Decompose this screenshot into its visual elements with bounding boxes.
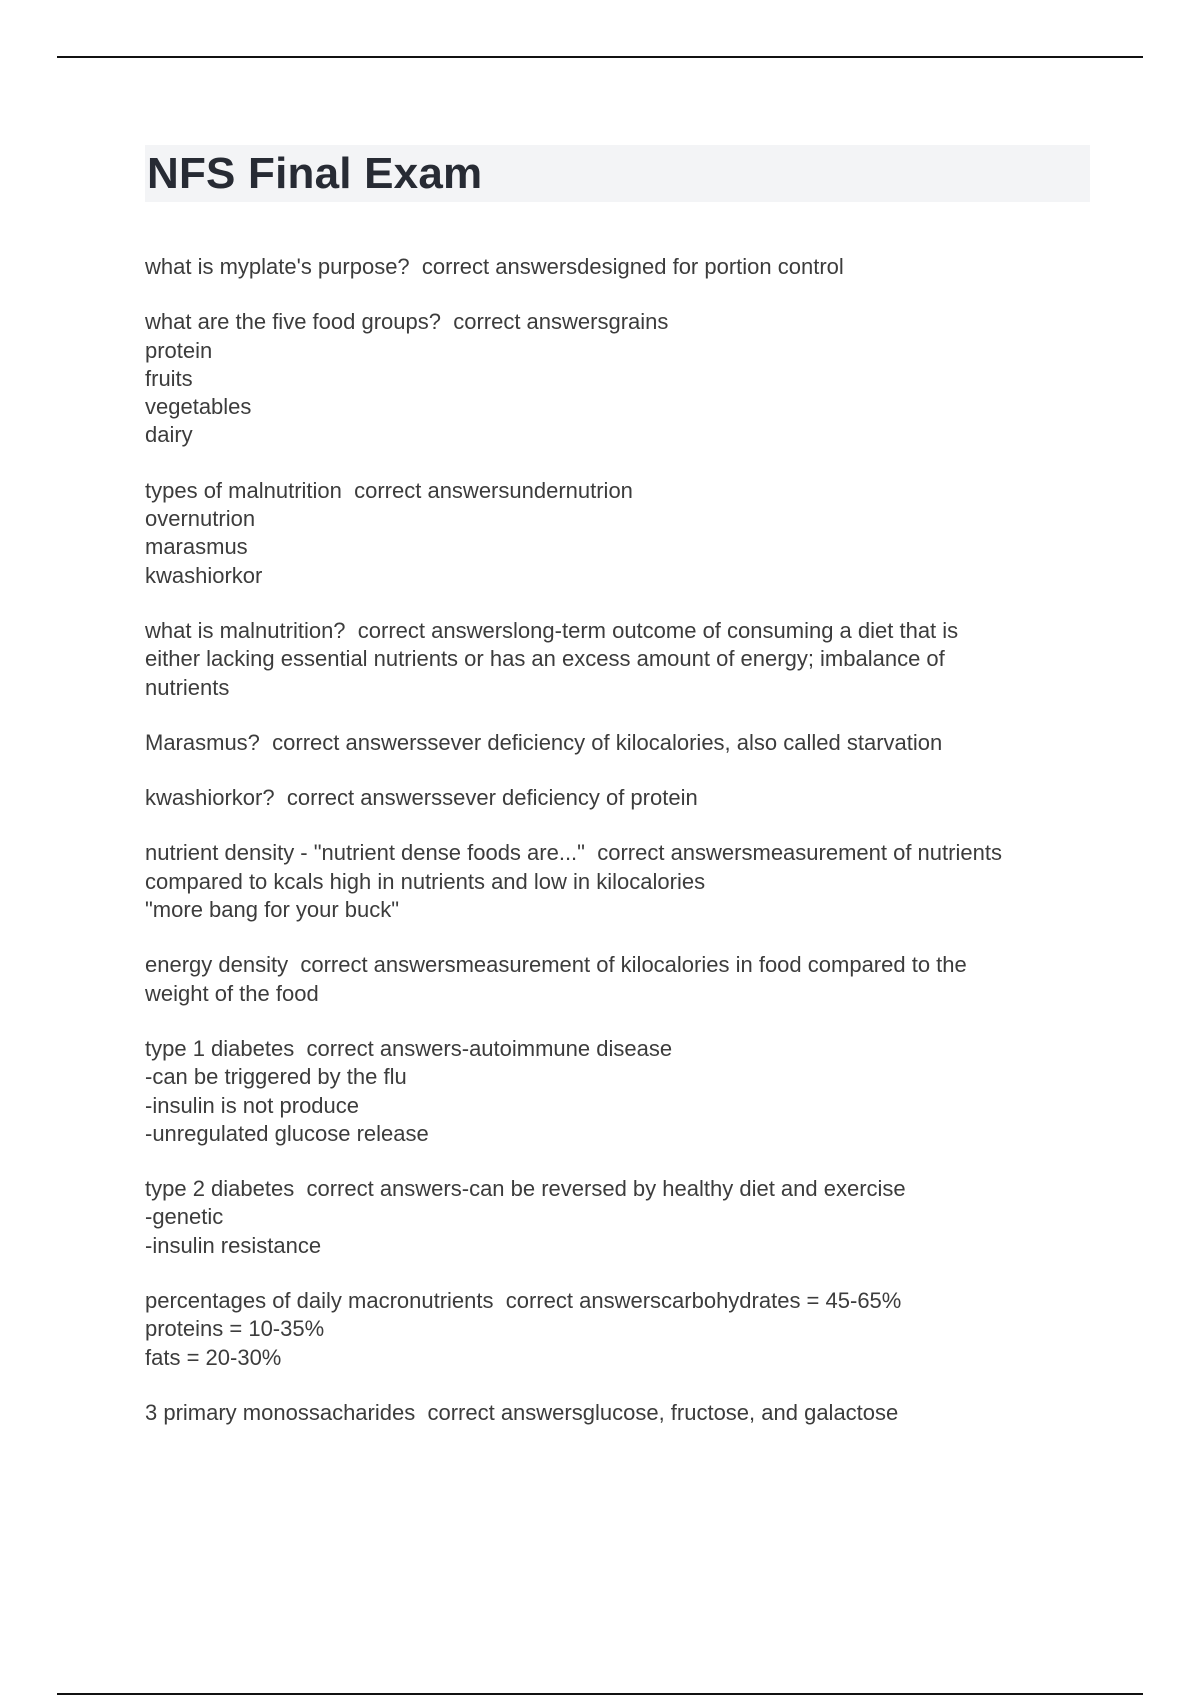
- answer-line: [145, 868, 1105, 896]
- answer-text: -genetic: [145, 1204, 224, 1230]
- question-text: percentages of daily macronutrients: [145, 1288, 494, 1314]
- answer-line: [145, 645, 1105, 673]
- answer-line: [145, 1063, 1105, 1091]
- answer-line: [145, 896, 1105, 924]
- answer-line: [145, 1315, 1105, 1343]
- answer-text: -can be triggered by the flu: [145, 1064, 407, 1090]
- answer-text: proteins = 10-35%: [145, 1316, 325, 1342]
- answer-text: nutrients: [145, 674, 230, 700]
- answer-line: [145, 674, 1105, 702]
- answer-text: correct answers-autoimmune disease: [306, 1035, 673, 1061]
- flashcard-item: [145, 308, 1105, 449]
- flashcard-item: [145, 477, 1105, 590]
- answer-line: [145, 337, 1105, 365]
- answer-line: [145, 393, 1105, 421]
- question-answer-line: [145, 1175, 1105, 1203]
- answer-line: [145, 562, 1105, 590]
- page-title: NFS Final Exam: [147, 149, 483, 198]
- answer-line: [145, 1232, 1105, 1260]
- question-answer-line: [145, 1035, 1105, 1063]
- answer-text: -unregulated glucose release: [145, 1120, 429, 1146]
- flashcard-item: [145, 839, 1105, 924]
- answer-text: correct answersmeasurement of kilocalories in food compared to the: [300, 952, 967, 978]
- question-text: types of malnutrition: [145, 477, 342, 503]
- answer-line: [145, 1092, 1105, 1120]
- answer-text: correct answers-can be reversed by healthy diet and exercise: [306, 1176, 906, 1202]
- answer-text: protein: [145, 337, 213, 363]
- title-banner: [145, 145, 1090, 202]
- answer-text: correct answersmeasurement of nutrients: [597, 840, 1002, 866]
- answer-text: overnutrion: [145, 506, 256, 532]
- question-text: what is malnutrition?: [145, 617, 346, 643]
- question-answer-line: [145, 1287, 1105, 1315]
- answer-text: -insulin resistance: [145, 1232, 322, 1258]
- question-answer-line: [145, 617, 1105, 645]
- answer-text: correct answerslong-term outcome of consuming a diet that is: [357, 617, 959, 643]
- flashcard-list: [145, 253, 1105, 1454]
- flashcard-item: [145, 1399, 1105, 1427]
- answer-text: correct answersdesigned for portion control: [421, 254, 844, 279]
- question-answer-line: [145, 477, 1105, 505]
- flashcard-item: [145, 1175, 1105, 1260]
- flashcard-item: [145, 1287, 1105, 1372]
- question-answer-line: [145, 308, 1105, 336]
- answer-line: [145, 533, 1105, 561]
- answer-text: vegetables: [145, 394, 252, 420]
- flashcard-item: [145, 951, 1105, 1008]
- question-answer-line: [145, 839, 1105, 867]
- question-text: energy density: [145, 952, 289, 978]
- answer-text: "more bang for your buck": [145, 897, 400, 923]
- question-text: type 1 diabetes: [145, 1035, 295, 1061]
- question-text: Marasmus?: [145, 729, 260, 755]
- answer-text: -insulin is not produce: [145, 1092, 360, 1118]
- answer-line: [145, 365, 1105, 393]
- flashcard-item: [145, 784, 1105, 812]
- answer-text: correct answerssever deficiency of kilocalories, also called starvation: [272, 729, 943, 755]
- answer-text: correct answerscarbohydrates = 45-65%: [505, 1288, 902, 1314]
- answer-text: correct answersglucose, fructose, and galactose: [427, 1399, 899, 1425]
- answer-line: [145, 1203, 1105, 1231]
- flashcard-item: [145, 617, 1105, 702]
- answer-line: [145, 505, 1105, 533]
- answer-line: [145, 980, 1105, 1008]
- question-text: 3 primary monossacharides: [145, 1399, 416, 1425]
- bottom-divider: [57, 1693, 1143, 1695]
- question-text: nutrient density - "nutrient dense foods are...": [145, 840, 585, 866]
- answer-line: [145, 1120, 1105, 1148]
- answer-text: marasmus: [145, 534, 248, 560]
- answer-line: [145, 1344, 1105, 1372]
- question-answer-line: [145, 784, 1105, 812]
- answer-text: kwashiorkor: [145, 562, 263, 588]
- question-answer-line: [145, 253, 1105, 281]
- answer-text: correct answerssever deficiency of protein: [286, 785, 698, 811]
- answer-text: fats = 20-30%: [145, 1344, 282, 1370]
- question-text: type 2 diabetes: [145, 1176, 295, 1202]
- top-divider: [57, 56, 1143, 58]
- flashcard-item: [145, 729, 1105, 757]
- answer-line: [145, 421, 1105, 449]
- question-text: what is myplate's purpose?: [145, 254, 410, 279]
- question-text: kwashiorkor?: [145, 785, 275, 811]
- question-answer-line: [145, 1399, 1105, 1427]
- flashcard-item: [145, 253, 1105, 281]
- answer-text: compared to kcals high in nutrients and low in kilocalories: [145, 868, 706, 894]
- answer-text: correct answersgrains: [453, 309, 669, 335]
- answer-text: either lacking essential nutrients or has an excess amount of energy; imbalance of: [145, 646, 945, 672]
- question-answer-line: [145, 729, 1105, 757]
- question-answer-line: [145, 951, 1105, 979]
- answer-text: correct answersundernutrion: [354, 477, 633, 503]
- answer-text: dairy: [145, 422, 193, 448]
- flashcard-item: [145, 1035, 1105, 1148]
- answer-text: fruits: [145, 365, 193, 391]
- question-text: what are the five food groups?: [145, 309, 441, 335]
- answer-text: weight of the food: [145, 980, 319, 1006]
